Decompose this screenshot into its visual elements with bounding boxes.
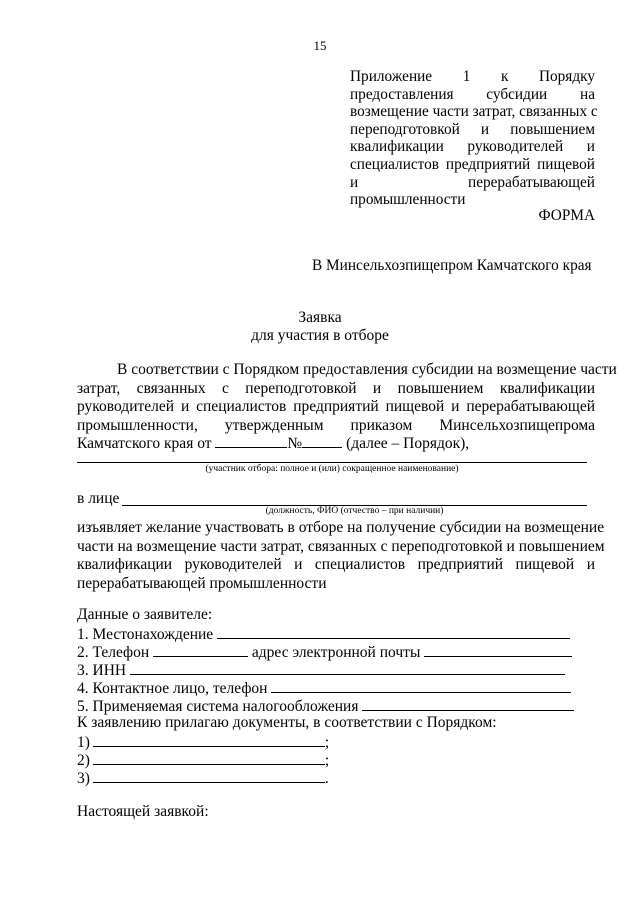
email-blank[interactable] (424, 642, 572, 657)
document-item (77, 768, 329, 788)
form-label: ФОРМА (538, 207, 595, 224)
desire-line: перерабатывающей промышленности (77, 574, 327, 592)
appendix-line: и перерабатывающей (350, 173, 595, 191)
appendix-line: предоставления субсидии на (350, 85, 595, 103)
contact-blank[interactable] (271, 678, 571, 693)
appendix-line: специалистов предприятий пищевой (350, 155, 595, 173)
inn-blank[interactable] (130, 660, 565, 675)
intro-date-label: Камчатского края от (77, 435, 212, 453)
participant-caption: (участник отбора: полное и (или) сокращенное наименование) (205, 464, 459, 474)
applicant-heading: Данные о заявителе: (77, 606, 213, 623)
desire-paragraph (77, 519, 605, 593)
intro-line: руководителей и специалистов предприятий пищевой и перерабатывающей (77, 398, 595, 416)
intro-after: (далее – Порядок), (346, 435, 470, 453)
document-item (77, 732, 329, 752)
document-blank[interactable] (93, 732, 325, 747)
appendix-line: возмещение части затрат, связанных с (350, 103, 598, 121)
page-number: 15 (313, 38, 327, 53)
appendix-reference (350, 68, 598, 209)
location-label: 1. Местонахождение (77, 626, 214, 643)
intro-line: затрат, связанных с переподготовкой и повышением квалификации (77, 379, 595, 397)
intro-last-line (77, 435, 595, 454)
in-person-label: в лице (77, 490, 120, 507)
desire-line: части на возмещение части затрат, связанных с переподготовкой и повышением (77, 537, 605, 555)
phone-label: 2. Телефон (77, 644, 150, 661)
document-end: ; (324, 734, 330, 751)
document-number: 3) (77, 770, 90, 787)
location-blank[interactable] (217, 624, 570, 639)
number-sign: № (287, 435, 303, 453)
document-title (0, 309, 640, 345)
field-contact (77, 678, 571, 698)
participant-name-line[interactable] (77, 462, 587, 463)
phone-blank[interactable] (153, 642, 248, 657)
in-person-row (77, 490, 119, 508)
person-caption: (должность, ФИО (отчество – при наличии) (265, 506, 444, 516)
field-inn (77, 660, 565, 680)
document-blank[interactable] (93, 750, 325, 765)
contact-label: 4. Контактное лицо, телефон (77, 680, 268, 697)
intro-paragraph (77, 361, 617, 454)
document-number: 2) (77, 752, 90, 769)
closing-text: Настоящей заявкой: (77, 803, 209, 820)
appendix-line: Приложение 1 к Порядку (350, 68, 595, 85)
intro-line: В соответствии с Порядком предоставления субсидии на возмещение части (117, 361, 617, 378)
document-end: . (324, 770, 329, 787)
document-number: 1) (77, 734, 90, 751)
appendix-line: переподготовкой и повышением (350, 120, 595, 138)
desire-line: квалификации руководителей и специалистов предприятий пищевой и (77, 556, 595, 574)
appendix-line: квалификации руководителей и (350, 138, 595, 156)
tax-blank[interactable] (362, 696, 574, 711)
document-end: ; (324, 752, 330, 769)
inn-label: 3. ИНН (77, 662, 127, 679)
tax-label: 5. Применяемая система налогообложения (77, 698, 359, 715)
documents-heading: К заявлению прилагаю документы, в соответствии с Порядком: (77, 714, 497, 731)
title-line: Заявка (298, 309, 342, 326)
order-number-blank[interactable] (302, 435, 342, 448)
addressee: В Минсельхозпищепром Камчатского края (312, 257, 592, 274)
intro-line: промышленности, утвержденным приказом Минсельхозпищепрома (77, 416, 595, 434)
document-blank[interactable] (93, 768, 325, 783)
subtitle-line: для участия в отборе (251, 327, 389, 344)
field-phone (77, 642, 572, 662)
field-tax (77, 696, 574, 716)
email-label: адрес электронной почты (251, 644, 421, 661)
appendix-line: промышленности (350, 191, 466, 209)
document-item (77, 750, 329, 770)
field-location (77, 624, 570, 644)
order-date-blank[interactable] (215, 435, 287, 448)
desire-line: изъявляет желание участвовать в отборе на получение субсидии на возмещение (77, 519, 605, 536)
